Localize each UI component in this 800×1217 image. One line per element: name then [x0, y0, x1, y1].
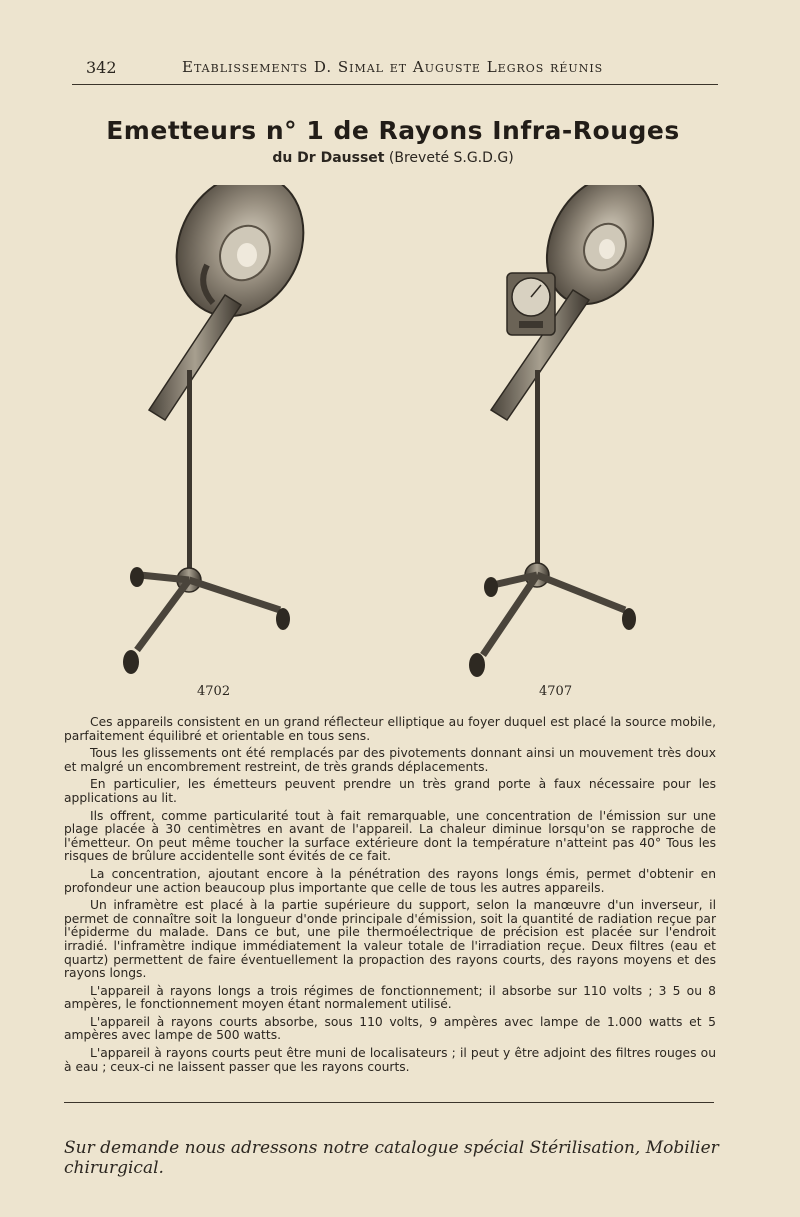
paragraph: L'appareil à rayons courts peut être muni de localisateurs ; il peut y être adjoint des filtres rouges ou à eau ; ceux-ci ne laissent passer que les rayons courts.	[64, 1046, 716, 1074]
subtitle-author: du Dr Dausset	[272, 150, 385, 166]
paragraph: Tous les glissements ont été remplacés par des pivotements donnant ainsi un mouvement très doux et malgré un encombrement restreint, de très grands déplacements.	[64, 746, 716, 774]
page-title: Emetteurs n° 1 de Rayons Infra-Rouges	[106, 116, 680, 145]
infrared-lamp-stand-with-inframeter-icon	[455, 185, 655, 680]
figure-label: 4702	[197, 684, 231, 699]
paragraph: Un inframètre est placé à la partie supérieure du support, selon la manœuvre d'un inverseur, il permet de connaître soit la longueur d'onde principale d'émission, soit la quantité de radiation reçue par l'épiderme du malade. Dans ce but, une pile thermoélectrique de précision est placée sur l'endroit irradié. l'inframètre indique immédiatement la valeur totale de l'irradiation reçue. Deux filtres (eau et quartz) permettent de faire éventuellement la propaction des rayons courts, des rayons moyens et des rayons longs.	[64, 898, 716, 981]
paragraph: Ces appareils consistent en un grand réflecteur elliptique au foyer duquel est placé la source mobile, parfaitement équilibré et orientable en tous sens.	[64, 715, 716, 743]
page-subtitle	[0, 150, 786, 166]
footer-rule	[64, 1102, 714, 1103]
figure-label: 4707	[539, 684, 573, 699]
subtitle-brevet: (Breveté S.G.D.G)	[388, 150, 514, 166]
catalog-footer-note: Sur demande nous adressons notre catalogue spécial Stérilisation, Mobilier chirurgical.	[64, 1138, 719, 1178]
running-header	[86, 58, 714, 82]
paragraph: Ils offrent, comme particularité tout à fait remarquable, une concentration de l'émission sur une plage placée à 30 centimètres en avant de l'appareil. La chaleur diminue lorsqu'on se rapproche de l'émetteur. On peut même toucher la surface extérieure dont la température n'atteint pas 40° Tous les risques de brûlure accidentelle sont évités de ce fait.	[64, 808, 716, 864]
figure-lamp-4707	[455, 185, 655, 680]
infrared-lamp-stand-icon	[115, 185, 315, 680]
paragraph: La concentration, ajoutant encore à la pénétration des rayons longs émis, permet d'obtenir en profondeur une action beaucoup plus importante que celle de tous les autres appareils.	[64, 866, 716, 895]
page-number: 342	[86, 58, 117, 77]
figure-lamp-4702	[115, 185, 315, 680]
running-title: Etablissements D. Simal et Auguste Legros réunis	[182, 58, 604, 76]
paragraph: L'appareil à rayons courts absorbe, sous 110 volts, 9 ampères avec lampe de 1.000 watts et 5 ampères avec lampe de 500 watts.	[64, 1014, 716, 1043]
paragraph: L'appareil à rayons longs a trois régimes de fonctionnement; il absorbe sur 110 volts ; 3 5 ou 8 ampères, le fonctionnement moyen étant normalement utilisé.	[64, 983, 716, 1012]
body-text	[64, 716, 716, 1078]
paragraph: En particulier, les émetteurs peuvent prendre un très grand porte à faux nécessaire pour les applications au lit.	[64, 777, 716, 805]
header-rule	[72, 84, 718, 85]
